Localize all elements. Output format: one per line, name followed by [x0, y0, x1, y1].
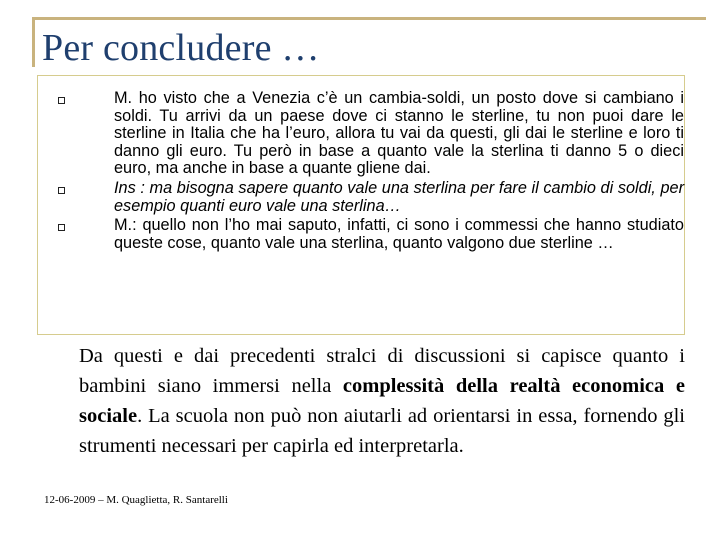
- conclusion-emphasis: complessità della realtà economica e sociale: [79, 375, 685, 427]
- conclusion-text-start: Da questi e dai precedenti stralci di discussioni si capisce quanto i bambini siano immersi nella: [79, 345, 685, 397]
- square-bullet-icon: [58, 97, 65, 104]
- bullet-text: Ins : ma bisogna sapere quanto vale una sterlina per fare il cambio di soldi, per esempio quanti euro vale una sterlina…: [114, 178, 684, 215]
- conclusion-text-end: . La scuola non può non aiutarli ad orientarsi in essa, fornendo gli strumenti necessari per capirla ed interpretarla.: [79, 405, 685, 457]
- bullet-item: [56, 90, 684, 178]
- slide-footer: 12-06-2009 – M. Quaglietta, R. Santarelli: [44, 494, 228, 506]
- dialogue-box: [37, 75, 685, 335]
- title-left-rule: [32, 17, 35, 67]
- bullet-text: M.: quello non l’ho mai saputo, infatti, ci sono i commessi che hanno studiato queste cose, quanto vale una sterlina, quanto valgono due sterline …: [114, 216, 684, 252]
- square-bullet-icon: [58, 187, 65, 194]
- dialogue-bullet-list: [56, 90, 684, 254]
- title-top-rule: [32, 17, 706, 20]
- conclusion-paragraph: [79, 341, 685, 461]
- bullet-item: [56, 180, 684, 215]
- bullet-item: [56, 217, 684, 252]
- slide-title: Per concludere …: [42, 27, 320, 69]
- square-bullet-icon: [58, 224, 65, 231]
- bullet-text: M. ho visto che a Venezia c’è un cambia-soldi, un posto dove si cambiano i soldi. Tu arrivi da un paese dove ci stanno le sterline, tu non puoi dare le sterline in Italia che ha l’euro, allora tu vai da questi, gli dai le sterline e loro ti danno gli euro. Tu però in base a quanto vale la sterlina ti danno 5 o dieci euro, ma anche in base a quante gliene dai.: [114, 89, 684, 178]
